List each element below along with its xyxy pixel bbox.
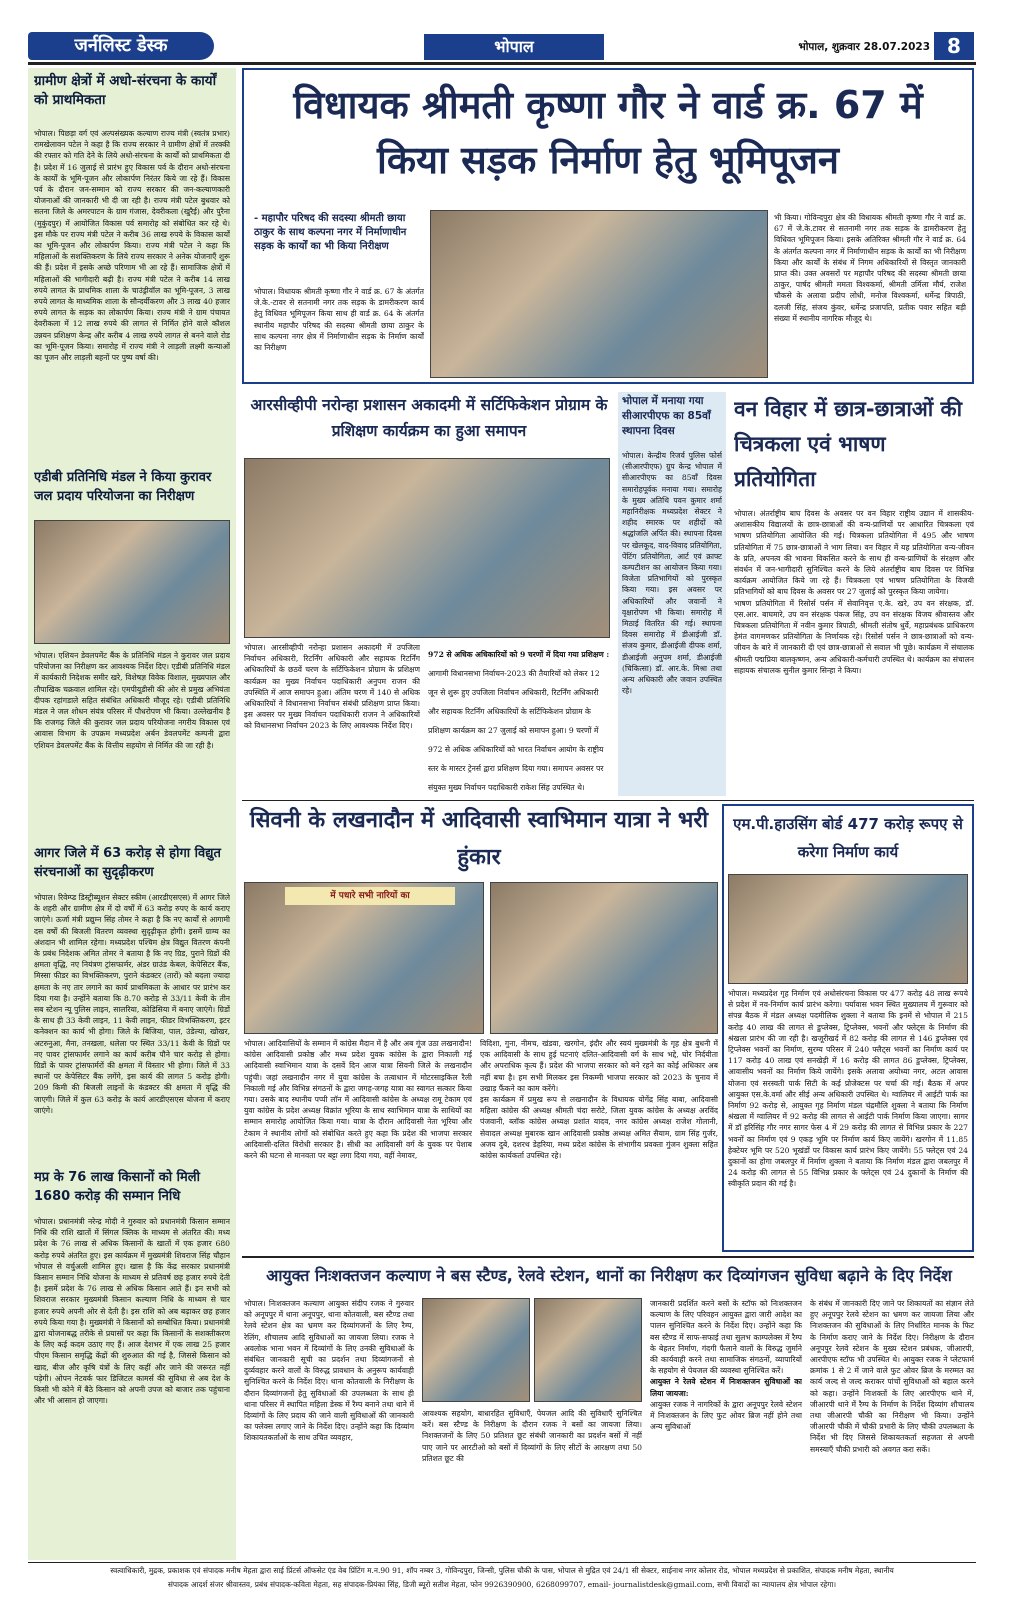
divyang-headline: आयुक्त निःशक्तजन कल्याण ने बस स्टैण्ड, रेलवे स्टेशन, थानों का निरीक्षण कर दिव्यांगजन सुविधा बढ़ाने के दिए निर्देश xyxy=(266,1266,952,1285)
footer-imprint-2: संपादक आदर्श संजर श्रीवास्तव, प्रबंध संपादक-कविता मेहता, सह संपादक-प्रियंका सिंह, डिजी ब्यूरो सतीश मेहता, फोन 9926390900, 6268099707, email- journalistdesk@gmail.com, सभी विवादों का न्यायालय क्षेत्र भोपाल रहेगा। xyxy=(167,1580,837,1589)
vanvihar-body: भोपाल। अंतर्राष्ट्रीय बाघ दिवस के अवसर पर वन विहार राष्ट्रीय उद्यान में शासकीय-अशासकीय विद्यालयों के छात्र-छात्राओं की वन्य-प्राणियों पर आधारित चित्रकला एवं भाषण प्रतियोगिता आयोजित की गई। चित्रकला प्रतियोगिता में 495 और भाषण प्रतियोगिता में 75 छात्र-छात्राओं ने भाग लिया। वन विहार में यह प्रतियोगिता वन्य-जीवन के प्रति, अपनत्व की भावना विकसित करने के साथ ही वन्य-प्राणियों के संरक्षण और संवर्धन में जन-भागीदारी सुनिश्चित करने के लिये अंतर्राष्ट्रीय बाघ दिवस पर विभिन्न कार्यक्रम आयोजित किये जा रहे हैं। चित्रकला एवं भाषण प्रतियोगिता के विजयी प्रतिभागियों को बाघ दिवस के अवसर पर 27 जुलाई को पुरस्कृत किया जायेगा। भाषण प्रतियोगिता में रिसोर्स पर्सन में सेवानिवृत्त ए.के. खरे, उप वन संरक्षक, डॉ. एस.आर. बाघमारे, उप वन संरक्षक पंकज सिंह, उप वन संरक्षक विजय श्रीवास्तव और चित्रकला प्रतियोगिता में नवीन कुमार त्रिपाठी, श्रीमती संतोष धुर्वे, महाप्रबंधक प्राधिकरण हेमंत वागमणकर प्रतियोगिता के निर्णायक रहे। रिसोर्स पर्सन ने छात्र-छात्राओं को वन्य-जीवन के बारे में जानकारी दी एवं छात्र-छात्राओं से सवाल भी पूछे। कार्यक्रम में संचालक श्रीमती पद्मप्रिया बालकृष्णन, अन्य अधिकारी-कर्मचारी उपस्थित थे। कार्यक्रम का संचालन सहायक संचालक सुनील कुमार सिन्हा ने किया। xyxy=(734,509,974,675)
lead-headline: विधायक श्रीमती कृष्णा गौर ने वार्ड क्र. 67 में किया सड़क निर्माण हेतु भूमिपूजन xyxy=(293,83,923,182)
lead-body-right: भी किया। गोविन्दपुरा क्षेत्र की विधायक श्रीमती कृष्णा गौर ने वार्ड क्र. 67 में जे.के.टावर से सतनामी नगर तक सड़क के डामरीकरण हेतु विधिवत भूमिपूजन किया। इसके अतिरिक्त श्रीमती गौर ने वार्ड क्र. 64 के अंतर्गत कल्पना नगर में निर्माणाधीन सड़क के कार्यों का भी निरीक्षण किया और कार्यों के संबंध में निगम अधिकारियों से विस्तृत जानकारी प्राप्त की। उक्त अवसरों पर महापौर परिषद की सदस्या श्रीमती छाया ठाकुर, पार्षद श्रीमती ममता विश्वकर्मा, श्रीमती उर्मिला मौर्य, राजेश चौकसे के अलावा प्रदीप लोधी, मनोज विश्वकर्मा, धर्मेन्द्र त्रिपाठी, दलजी सिंह, संजय कुंवर, धर्मेन्द्र प्रजापति, प्रतीक पवार सहित बड़ी संख्या में स्थानीय नागरिक मौजूद थे। xyxy=(774,213,966,323)
rcvp-body-b-wrap xyxy=(428,642,610,794)
seoni-body-a: भोपाल। आदिवासियों के सम्मान में कांग्रेस मैदान में है और अब गूंज उठा लखनादौन! कांग्रेस आदिवासी प्रकोष्ठ और मध्य प्रदेश युवक कांग्रेस के द्वारा निकाली गई आदिवासी स्वाभिमान यात्रा के दसवें दिन आज यात्रा सिवनी जिले के लखनादौन पहुंची। जहां लखनादौन नगर में युवा कांग्रेस के तत्वाधान में मोटरसाइकिल रैली निकाली गई और विभिन्न संगठनों के द्वारा जगह-जगह यात्रा का स्वागत सत्कार किया गया। उसके बाद स्थानीय पप्पी लॉन में आदिवासी कांग्रेस के अध्यक्ष रामू टेकाम एवं युवा कांग्रेस के प्रदेश अध्यक्ष विक्रांत भूरिया के साथ स्वाभिमान यात्रा के साथियों का सम्मान समारोह आयोजित किया गया। यात्रा के दौरान आदिवासी नेता भूरिया और टेकाम ने स्थानीय लोगों को संबोधित करते हुए कहा कि प्रदेश की भाजपा सरकार आदिवासी-दलित विरोधी सरकार है। सीधी का आदिवासी वर्ग के युवक पर पेशाब करने की घटना से मानवता पर बट्टा लगा दिया गया, वहीं नेमावर, xyxy=(244,1039,472,1161)
rcvp-photo xyxy=(244,458,610,638)
seoni-photo-2 xyxy=(490,882,718,1034)
vanvihar-headline: वन विहार में छात्र-छात्राओं की चित्रकला एवं भाषण प्रतियोगिता xyxy=(734,397,963,491)
rcvp-body-b: आगामी विधानसभा निर्वाचन-2023 की तैयारियों को लेकर 12 जून से शुरू हुए उपजिला निर्वाचन अधिकारी, रिटर्निंग अधिकारी और सहायक रिटर्निंग अधिकारियों के सर्टिफिकेशन प्रोग्राम के प्रशिक्षण कार्यक्रम का 27 जुलाई को समापन हुआ। 9 चरणों में 972 से अधिक अधिकारियों को भारत निर्वाचन आयोग के राष्ट्रीय स्तर के मास्टर ट्रेनर्स द्वारा प्रशिक्षण दिया गया। समापन अवसर पर संयुक्त मुख्य निर्वाचन पदाधिकारी राकेश सिंह उपस्थित थे। xyxy=(428,669,604,792)
housing-box xyxy=(722,804,974,1252)
sidebar-headline-1: ग्रामीण क्षेत्रों में अधो-संरचना के कार्यों को प्राथमिकता xyxy=(34,73,217,108)
mid-rule xyxy=(242,800,974,801)
sidebar-headline-3: आगर जिले में 63 करोड़ से होगा विद्युत संरचनाओं का सुदृढ़ीकरण xyxy=(34,846,221,880)
footer-rule xyxy=(28,1562,976,1563)
seoni-photo-1 xyxy=(244,882,484,1034)
rcvp-body-a: भोपाल। आरसीव्हीपी नरोन्हा प्रशासन अकादमी में उपजिला निर्वाचन अधिकारी, रिटर्निंग अधिकारी और सहायक रिटर्निंग अधिकारियों के छठवें चरण के सर्टिफिकेशन प्रोग्राम के प्रशिक्षण कार्यक्रम का मुख्य निर्वाचन पदाधिकारी अनुपम राजन की उपस्थिति में आज समापन हुआ। अंतिम चरण में 140 से अधिक अधिकारियों ने विधानसभा निर्वाचन संबंधी प्रशिक्षण प्राप्त किया। इस अवसर पर मुख्य निर्वाचन पदाधिकारी राजन ने अधिकारियों को विधानसभा निर्वाचन 2023 के लिए आवश्यक निर्देश दिए। xyxy=(244,643,420,731)
divyang-col-c xyxy=(650,1298,802,1526)
sidebar-article-4: भोपाल। प्रधानमंत्री नरेन्द्र मोदी ने गुरुवार को प्रधानमंत्री किसान सम्मान निधि की राशि खातों में सिंगल क्लिक के माध्यम से अंतरित की। मध्य प्रदेश के 76 लाख से अधिक किसानों के खातों में एक हजार 680 करोड़ रुपये अंतरित हुए। इस कार्यक्रम में मुख्यमंत्री शिवराज सिंह चौहान भोपाल से वर्चुअली शामिल हुए। खास है कि केंद्र सरकार प्रधानमंत्री किसान सम्मान निधि योजना के माध्यम से प्रतिवर्ष छह हजार रुपये देती है। इसमें प्रदेश के 76 लाख से अधिक किसान आते हैं। इन सभी को शिवराज सरकार मुख्यमंत्री किसान कल्याण निधि के माध्यम से चार हजार रुपये अपनी ओर से देती है। इस राशि को अब बढ़ाकर छह हजार रुपये किया गया है। मुख्यमंत्री ने किसानों को सम्बोधित किया। प्रधानमंत्री द्वारा योजनाबद्ध तरीके से प्रयासों पर कहा कि किसानों के सशक्तीकरण के लिए कई कदम उठाए गए हैं। आज देशभर में एक लाख 25 हजार पीएम किसान समृद्धि केंद्रों की शुरुआत की गई है, जिससे किसान को खाद, बीज और कृषि यंत्रों के लिए कहीं और जाने की जरूरत नहीं पड़ेगी। ओपन नेटवर्क फार डिजिटल कामर्स की सुविधा से अब देश के किसी भी कोने में बैठे किसान को अपनी उपज को बाजार तक पहुंचाना और भी आसान हो जाएगा। xyxy=(34,1217,230,1406)
housing-headline: एम.पी.हाउसिंग बोर्ड 477 करोड़ रूपए से करेगा निर्माण कार्य xyxy=(733,815,963,861)
sidebar-article-3: भोपाल। रिवेम्प्ड डिस्ट्रीब्यूशन सेक्टर स्कीम (आरडीएसएस) में आगर जिले के शहरी और ग्रामीण क्षेत्र में दो वर्षों में 63 करोड़ रुपए के कार्य कराए जाएंगे। ऊर्जा मंत्री प्रद्युम्न सिंह तोमर ने कहा है कि नए कार्यों से आगामी दस वर्षों की बिजली वितरण व्यवस्था सुदृढ़ीकृत होगी। इसमें ग्राम्य का अंशदान भी शामिल रहेगा। मध्यप्रदेश पश्चिम क्षेत्र विद्युत वितरण कंपनी के प्रबंध निदेशक अमित तोमर ने बताया है कि नए ग्रिड, पुराने ग्रिडों की क्षमता वृद्धि, नए नियंत्रण ट्रांसफार्मर, अंडर ग्राउंड केबल, केपेसिटर बैंक, मिस्सा फीडर का विभक्तिकरण, पुराने कंडक्टर (तारों) को बदला ज्यादा क्षमता के नए तार लगाने का कार्य प्राथमिकता के आधार पर प्रारंभ कर दिया गया है। उन्होंने बताया कि 8.70 करोड़ से 33/11 केवी के तीन सब स्टेशन न्यू पुलिस लाइन, सालरिया, कोडिसिया में बनाए जाएंगे। ग्रिडों के साथ ही 33 केवी लाइन, 11 केवी लाइन, फीडर विभक्तिकरण, इटर कनेक्शन का कार्य भी होगा। जिले के बिजिया, पाल, उंडेल्या, खोखर, अटरुनुआ, मैना, तनखला, धलेला पर स्थित 33/11 केवी के ग्रिडों पर नए पावर ट्रांसफार्मर लगाने का कार्य करीब पौने चार करोड़ से होगा। ग्रिडों के पावर ट्रांसफार्मरों की क्षमता में विस्तार भी होगा। जिले में 33 स्थानों पर केपेसिटर बैंक लगेंगे, इस कार्य की लागत 5 करोड़ होगी। 209 किमी की बिजली लाइनों के कंडक्टर की क्षमता में वृद्धि की जाएगी। जिले में कुल 63 करोड़ के कार्य आरडीएसएस योजना में कराए जाएंगे। xyxy=(34,893,230,1115)
housing-photo xyxy=(728,874,968,984)
section-name: भोपाल xyxy=(494,37,534,56)
seoni-headline: सिवनी के लखनादौन में आदिवासी स्वाभिमान यात्रा ने भरी हुंकार xyxy=(249,808,709,870)
seoni-body-b: विदिशा, गुना, नीमच, खंडवा, खरगोन, इंदौर और स्वयं मुख्यमंत्री के गृह क्षेत्र बुधनी में एक आदिवासी के साथ हुई घटनाएं दलित-आदिवासी वर्ग के साथ भद्दे, घोर निर्दयीता और अपराधिक कृत्य हैं। प्रदेश की भाजपा सरकार को बने रहने का कोई अधिकार अब नहीं बचा है। हम सभी मिलकर इस निकम्मी भाजपा सरकार को 2023 के चुनाव में उखाड़ फैंकने का काम करेंगे। इस कार्यक्रम में प्रमुख रूप से लखनादौन के विधायक योगेंद्र सिंह बाबा, आदिवासी महिला कांग्रेस की अध्यक्ष श्रीमती चंदा सरोटे, जिला युवक कांग्रेस के अध्यक्ष अरविंद पंजवानी, ब्लॉक कांग्रेस अध्यक्ष प्रशांत यादव, नगर कांग्रेस अध्यक्ष राजेश गोलानी, सेवादल अध्यक्ष मुबारक खान आदिवासी प्रकोष्ठ अध्यक्ष अमित सैयाम, ग्राम सिंह गुर्जर, अजय दुबे, दशरथ डेहरिया, मध्य प्रदेश कांग्रेस के संभागीय प्रवक्ता गुंजन शुक्ला सहित कांग्रेस कार्यकर्ता उपस्थित रहे। xyxy=(480,1039,718,1161)
divyang-subhead: आयुक्त ने रेलवे स्टेशन में निःशक्तजन सुविधाओं का लिया जायजा: xyxy=(650,1377,802,1398)
divyang-body-c2: आयुक्त रजक ने नागरिकों के द्वारा अनूपपुर रेलवे स्टेशन में निःशक्तजन के लिए फुट ओवर ब्रिज नहीं होने तथा अन्य सुविधाओं xyxy=(650,1399,802,1432)
dateline: भोपाल, शुक्रवार 28.07.2023 xyxy=(798,41,930,53)
crpf-box xyxy=(618,392,726,796)
lead-body-left: भोपाल। विधायक श्रीमती कृष्णा गौर ने वार्ड क्र. 67 के अंतर्गत जे.के.-टावर से सतनामी नगर तक सड़क के डामरीकरण कार्य हेतु विधिवत भूमिपूजन किया साथ ही वार्ड क्र. 64 के अंतर्गत स्थानीय महापौर परिषद की सदस्या श्रीमती छाया ठाकुर के साथ कल्पना नगर क्षेत्र में निर्माणाधीन सड़क के निर्माण कार्यों का निरीक्षण xyxy=(254,287,424,353)
lead-subhead: - महापौर परिषद की सदस्या श्रीमती छाया ठाकुर के साथ कल्पना नगर में निर्माणाधीन सड़क के कार्यों का भी किया निरीक्षण xyxy=(254,213,407,252)
rcvp-subhead: 972 से अधिक अधिकारियों को 9 चरणों में दिया गया प्रशिक्षण : xyxy=(428,650,610,659)
divyang-photo-1 xyxy=(422,1298,530,1402)
sidebar-headline-4: मप्र के 76 लाख किसानों को मिली 1680 करोड़ की सम्मान निधि xyxy=(34,1170,200,1204)
page-number: 8 xyxy=(934,32,974,60)
crpf-headline: भोपाल में मनाया गया सीआरपीएफ का 85वाँ स्थापना दिवस xyxy=(622,395,711,437)
divyang-photo-2 xyxy=(534,1298,642,1402)
divyang-body-a: भोपाल। निःशक्तजन कल्याण आयुक्त संदीप रजक ने गुरुवार को अनूपपुर में थाना अनूपपुर, थाना कोतवाली, बस स्टैण्ड तथा रेलवे स्टेशन क्षेत्र का भ्रमण कर दिव्यांगजनों के लिए रैम्प, रेलिंग, शौचालय आदि सुविधाओं का जायजा लिया। रजक ने अवलोक भाना भवन में दिव्यांगों के लिए उनकी सुविधाओं के संबंधित जानकारी सूची का प्रदर्शन तथा दिव्यांगजनों से दुर्व्यवहार करने वालों के विरुद्ध प्रावधान के अनुरूप कार्यवाही सुनिश्चित करने के निर्देश दिए। थाना कोतवाली के निरीक्षण के दौरान दिव्यांगजनों हेतु सुविधाओं की उपलब्धता के साथ ही थाना परिसर में स्थापित महिला डेस्क में रैम्प बनाने तथा थाने में दिव्यांगों के लिए प्रदाय की जाने वाली सुविधाओं की जानकारी का फ्लेक्स लगाए जाने के निर्देश दिए। उन्होंने कहा कि दिव्यांग शिकायतकर्ताओं के साथ उचित व्यवहार, xyxy=(244,1299,414,1443)
crpf-body: भोपाल। केन्द्रीय रिजर्व पुलिस फोर्स (सीआरपीएफ) ग्रुप केन्द्र भोपाल में सीआरपीएफ का 85वाँ दिवस समारोहपूर्वक मनाया गया। समारोह के मुख्य अतिथि पवन कुमार शर्मा महानिरीक्षक मध्यप्रदेश सेक्टर ने शहीद स्मारक पर शहीदों को श्रद्धांजलि अर्पित की। स्थापना दिवस पर खेलकूद, वाद-विवाद प्रतियोगिता, पेंटिंग प्रतियोगिता, आर्ट एवं क्राफ्ट कम्पटीशन का आयोजन किया गया। विजेता प्रतिभागियों को पुरस्कृत किया गया। इस अवसर पर अधिकारियों और जवानों ने वृक्षारोपण भी किया। समारोह में मिठाई वितरित की गई। स्थापना दिवस समारोह में डीआईजी डॉ. संजय कुमार, डीआईजी दीपक शर्मा, डीआईजी अनुपम शर्मा, डीआईजी (चिकित्सा) डॉ. आर.के. मिश्रा तथा अन्य अधिकारी और जवान उपस्थित रहे। xyxy=(622,451,722,696)
divyang-body-b: आवश्यक सहयोग, बाधारहित सुविधाएँ, पेयजल आदि की सुविधाएँ सुनिश्चित करें। बस स्टैण्ड के निरीक्षण के दौरान रजक ने बसों का जायजा लिया। निशक्तजनों के लिए 50 प्रतिशत छूट संबंधी जानकारी का प्रदर्शन बसों में नहीं पाए जाने पर आरटीओ को बसों में दिव्यांगों के लिए सीटों के आरक्षण तथा 50 प्रतिशत छूट की xyxy=(422,1409,642,1463)
lower-rule xyxy=(242,1256,974,1258)
sidebar-article-2: भोपाल। एशियन डेवलपमेंट बैंक के प्रतिनिधि मंडल ने कुरावर जल प्रदाय परियोजना का निरीक्षण कर आवश्यक निर्देश दिए। एडीबी प्रतिनिधि मंडल में कार्यकारी निदेशक समीर खरे, विशेषज्ञ विवेक विशाल, मुख्यपाल और तौपाखिक चक्रवाल शामिल रहे। एमपीयूडीसी की ओर से प्रमुख अभियंता दीपक रहांगडाले सहित संबंधित अधिकारी मौजूद रहे। एडीबी प्रतिनिधि मंडल ने जल शोधन संयंत्र परिसर में पौधरोपण भी किया। उल्लेखनीय है कि राजगढ़ जिले की कुरावर जल प्रदाय परियोजना नगरीय विकास एवं आवास विभाग के उपक्रम मध्यप्रदेश अर्बन डेवलपमेंट कम्पनी द्वारा एशियन डेवलपमेंट बैंक के वित्तीय सहयोग से निर्मित की जा रही है। xyxy=(34,651,230,750)
housing-body: भोपाल। मध्यप्रदेश गृह निर्माण एवं अधोसंरचना विकास पर 477 करोड़ 48 लाख रूपये से प्रदेश में नव-निर्माण कार्य प्रारंभ करेगा। पर्यावास भवन स्थित मुख्यालय में गुरूवार को संपन्न बैठक में मंडल अध्यक्ष पदमीलिक शुक्ला ने बताया कि इनमें से भोपाल में 215 करोड़ 40 लाख की लागत से डुप्लेक्स, ट्रिप्लेक्स, भवनों और फ्लेट्स के निर्माण की श्रंखला प्रारंभ की जा रही है। खजूरीखर्द में 82 करोड़ की लागत से 146 डुप्लेक्स एवं ट्रिप्लेक्स भवनों का निर्माण, सुरम्य परिसर में 240 फ्लैट्स भवनों का निर्माण कार्य पर 117 करोड़ 40 लाख एवं सनखेड़ी में 16 करोड़ की लागत 86 डुप्लेक्स, ट्रिप्लेक्स, आवासीय भवनों का निर्माण किये जायेंगे। इसके अलावा अयोध्या नगर, अटल आवास योजना एवं सरस्वती पार्क सिटी के कई प्रोजेक्टस पर चर्चा की गई। बैठक में अपर आयुक्त एस.के.वर्मा और सीई अन्य अधिकारी उपस्थित थे। ग्वालियर में आईटी पार्क का निर्माण 92 करोड़ से, आयुक्त गृह निर्माण मंडल चंद्रमौलि शुक्ला ने बताया कि निर्माण श्रंखला में ग्वालियर में 92 करोड़ की लागत से आईटी पार्क निर्माण किया जाएगा। सागर में डॉ हरिसिंह गौर नगर सागर फेस 4 में 29 करोड़ की लागत से विभिन्न प्रकार के 227 भवनों का निर्माण एवं 9 एकड़ भूमि पर निर्माण कार्य किए जायेंगे। खरगोन में 11.85 हेक्टेयर भूमि पर 520 भूखंडों पर विकास कार्य प्रारंभ किए जायेंगे। 55 फ्लेट्स एवं 24 दुकानों का होगा जबलपुर में निर्माण शुक्ला ने बताया कि निर्माण मंडल द्वारा जबलपुर में 24 करोड़ की लागत से 55 विभिन्न प्रकार के फ्लेट्स एवं 24 दुकानों के निर्माण की स्वीकृति प्रदान की गई है। xyxy=(728,989,968,1189)
masthead-rule xyxy=(28,62,976,65)
lead-photo xyxy=(430,210,768,378)
lead-story-box xyxy=(242,68,974,384)
brand-name: जर्नलिस्ट डेस्क xyxy=(74,35,168,56)
sidebar-article-1: भोपाल। पिछड़ा वर्ग एवं अल्पसंख्यक कल्याण राज्य मंत्री (स्वतंत्र प्रभार) रामखेलावन पटेल ने कहा है कि राज्य सरकार ने ग्रामीण क्षेत्रों में तरक्की की रफ्तार को गति देने के लिये अधो-संरचना के कार्यों को प्राथमिकता दी है। प्रदेश में 16 जुलाई से प्रारंभ हुए विकास पर्व के दौरान अधो-संरचना के कार्यों के भूमि-पूजन और लोकार्पण निरंतर किये जा रहे हैं। विकास पर्व के दौरान जन-सम्मान को राज्य सरकार की जन-कल्याणकारी योजनाओं की जानकारी भी दी जा रही है। राज्य मंत्री पटेल बुधवार को सतना जिले के अमरपाटन के ग्राम गंजास, देवरीकला (खुरैई) और पुरैना (मुकुंदपुर) में आयोजित विकास पर्व समारोह को संबोधित कर रहे थे। इस मौके पर राज्य मंत्री पटेल ने करीब 36 लाख रुपये के विकास कार्यों का भूमि-पूजन और लोकार्पण किया। राज्य मंत्री पटेल ने कहा कि महिलाओं के सशक्तिकरण के लिये राज्य सरकार ने अनेक योजनाएँ शुरू की हैं। प्रदेश में इसके अच्छे परिणाम भी आ रहे हैं। सामाजिक क्षेत्रों में महिलाओं की भागीदारी बढ़ी है। राज्य मंत्री पटेल ने करीब 14 लाख रुपये लागत के प्राथमिक शाला के चाउंड्रीवॉल का भूमि-पूजन, 3 लाख रुपये लागत के माध्यमिक शाला के सौन्दर्यीकरण और 3 लाख 40 हजार रुपये लागत के सड़क का लोकार्पण किया। राज्य मंत्री ने ग्राम पंचायत देवरीकला में 12 लाख रुपये की लागत से निर्मित होने वाले कौशल उन्नयन प्रशिक्षण केन्द्र और करीब 4 लाख रुपये लागत से बनने वाले रोड का भूमि-पूजन किया। समारोह में राज्य मंत्री ने लाड़ली लक्ष्मी कन्याओं का पूजन और लाड़ली बहनों पर पुष्प वर्षा की। xyxy=(34,129,230,363)
rcvp-headline: आरसीव्हीपी नरोन्हा प्रशासन अकादमी में सर्टिफिकेशन प्रोग्राम के प्रशिक्षण कार्यक्रम का हुआ समापन xyxy=(250,396,608,440)
brand-tag xyxy=(28,32,214,60)
seoni-photo-banner: में पधारे सभी नारियों का xyxy=(285,887,455,905)
section-tag xyxy=(424,34,604,60)
adb-photo xyxy=(34,520,230,644)
divyang-body-c: जानकारी प्रदर्शित करने बसों के स्टॉफ को निःशक्तजन कल्याण के लिए परिवहन आयुक्त द्वारा जारी आदेश का पालन सुनिश्चित करने के निर्देश दिए। उन्होंने कहा कि बस स्टैण्ड में साफ-सफाई तथा सुलभ काम्पलेक्स में रैम्प के बेहतर निर्माण, गंदगी फैलाने वालों के विरुद्ध जुर्माने की कार्यवाही करने तथा सामाजिक संगठनों, व्यापारियों के सहयोग से पेयजल की व्यवस्था सुनिश्चित करें। xyxy=(650,1299,802,1376)
footer-imprint-1: स्वत्वाधिकारी, मुद्रक, प्रकाशक एवं संपादक मनीष मेहता द्वारा साई प्रिंटर्स ऑफसेट एंड वेब प्रिंटिंग म.न.90 91, शॉप नम्बर 3, गोविन्दपुरा, जिन्सी, पुलिस चौकी के पास, भोपाल से मुद्रित एवं 24/1 सी सेक्टर, साईनाथ नगर कोलार रोड, भोपाल मध्यप्रदेश से प्रकाशित, संपादक मनीष मेहता, स्थानीय xyxy=(110,1566,894,1575)
divyang-body-d: के संबंध में जानकारी दिए जाने पर शिकायतों का संज्ञान लेते हुए अनूपपुर रेलवे स्टेशन का भ्रमण कर जायजा लिया और निःशक्तजन की सुविधाओं के लिए निर्धारित मानक के फिट के निर्माण कराए जाने के निर्देश दिए। निरीक्षण के दौरान अनूपपुर रेलवे स्टेशन के मुख्य स्टेशन प्रबंधक, जीआरपी, आरपीएफ स्टॉफ भी उपस्थित थे। आयुक्त रजक ने प्लेटफार्म क्रमांक 1 से 2 में जाने वाले फुट ओवर ब्रिज के मरम्मत का कार्य जल्द से जल्द कराकर पांचों सुविधाओं को बहाल करने को कहा। उन्होंने निःशक्तों के लिए आरपीएफ थाने में, जीआरपी थाने में रैम्प के निर्माण के निर्देश दिव्यांग शौचालय तथा जीआरपी चौकी का निरीक्षण भी किया। उन्होंने जीआरपी चौकी में चौकी प्रभारी के लिए चौकी उपलब्धता के निर्देश भी दिए जिससे शिकायतकर्ता सहजता से अपनी समस्याएँ चौकी प्रभारी को अवगत करा सकें। xyxy=(810,1299,974,1454)
sidebar-headline-2: एडीबी प्रतिनिधि मंडल ने किया कुरावर जल प्रदाय परियोजना का निरीक्षण xyxy=(34,470,212,504)
left-sidebar xyxy=(28,68,236,1560)
